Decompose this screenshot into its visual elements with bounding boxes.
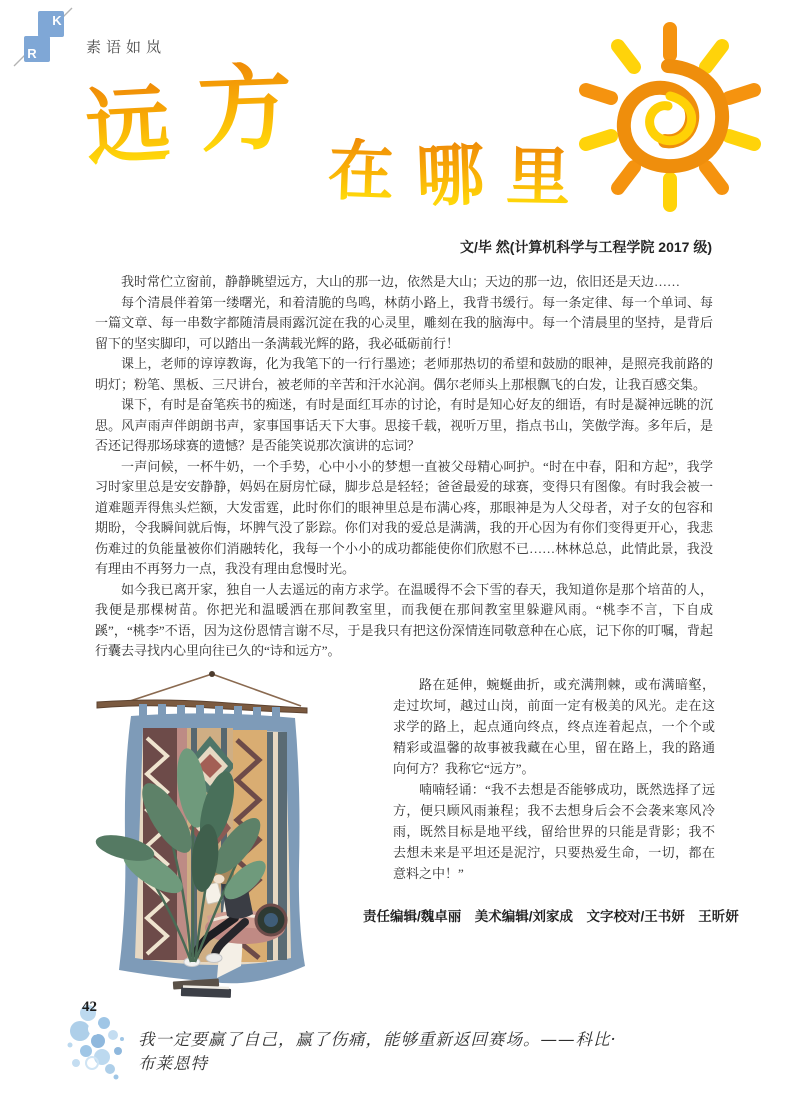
title-char-li: 里: [505, 139, 571, 216]
article-paragraph: 路在延伸，蜿蜒曲折，或充满荆棘，或布满暗壑，走过坎坷，越过山岗，前面一定有极美的风光。走在这求学的路上，起点通向终点，终点连着起点，一个个或精彩或温馨的故事被我藏在心里，留在路上，我的路通向何方？我称它“远方”。: [393, 677, 715, 776]
footer-quote: 我一定要赢了自己，赢了伤痛，能够重新返回赛场。——科比·布莱恩特: [138, 1030, 617, 1073]
page-number: 42: [82, 999, 97, 1015]
article-paragraph: 一声问候，一杯牛奶，一个手势，心中小小的梦想一直被父母精心呵护。“时在中春，阳和方起”，我学习时家里总是安安静静，妈妈在厨房忙碌，脚步总是轻轻；爸爸最爱的球赛，变得只有图像。有时我会被一道难题弄得焦头烂额，大发雷霆，此时你们的眼神里总是布满心疼，那眼神是为人父母者，对子女的包容和期盼，令我瞬间就后悔，坏脾气没了影踪。你们对我的爱总是满满，我的开心因为有你们变得更开心，我悲伤难过的负能量被你们消融转化，我每一个小小的成功都能使你们欣慰不已……林林总总，此情此景，我没有理由不再努力一点，我没有理由怠慢时光。: [95, 458, 713, 576]
byline: 文/毕 然(计算机科学与工程学院 2017 级): [459, 239, 712, 255]
title-char-yuan: 远: [83, 73, 173, 178]
editor-credits: 责任编辑/魏卓丽 美术编辑/刘家成 文字校对/王书妍 王昕妍: [363, 909, 739, 924]
sun-icon: [552, 22, 784, 230]
right-text-column: [393, 666, 715, 1018]
article-paragraph: 如今我已离开家，独自一人去遥远的南方求学。在温暖得不会下雪的春天，我知道你是那个培苗的人，我便是那棵树苗。你把光和温暖洒在那间教室里，而我便在那间教室里躲避风雨。“桃李不言，下自成蹊”，“桃李”不语，因为这份恩情言谢不尽，于是我只有把这份深情连同敬意种在心底，记下你的叮嘱，背起行囊去寻找内心里向往已久的“诗和远方”。: [95, 581, 713, 658]
article-paragraph: 喃喃轻诵：“我不去想是否能够成功，既然选择了远方，便只顾风雨兼程；我不去想身后会不会袭来寒风冷雨，既然目标是地平线，留给世界的只能是背影；我不去想未来是平坦还是泥泞，只要热爱生命，一切，都在意料之中！”: [393, 782, 715, 881]
tapestry-scene: [95, 666, 387, 1018]
bubbles-icon: [58, 993, 144, 1085]
title-char-fang: 方: [196, 52, 294, 166]
article-paragraph: 每个清晨伴着第一缕曙光，和着清脆的鸟鸣，林荫小路上，我背书缓行。每一条定律、每一个单词、每一篇文章、每一串数字都随清晨雨露沉淀在我的心灵里，雕刻在我的脑海中。每一个清晨里的坚持，是背后留下的坚实脚印，可以踏出一条满载光辉的路，我必砥砺前行！: [95, 294, 713, 351]
sun-illustration: [552, 22, 784, 230]
article-body: [95, 272, 713, 662]
title-char-na: 哪: [414, 134, 486, 218]
kr-logo-icon: [12, 6, 92, 70]
article-paragraph: 课上，老师的谆谆教诲，化为我笔下的一行行墨迹；老师那热切的希望和鼓励的眼神，是照亮我前路的明灯；粉笔、黑板、三尺讲台，被老师的辛苦和汗水沁润。偶尔老师头上那根飘飞的白发，让我百感交集。: [95, 356, 713, 392]
logo-letter-r: R: [27, 46, 37, 61]
column-name: 素语如岚: [86, 38, 167, 56]
logo-letter-k: K: [52, 13, 62, 28]
article-paragraph: 课下，有时是奋笔疾书的痴迷，有时是面红耳赤的讨论，有时是知心好友的细语，有时是凝神远眺的沉思。风声雨声伴朗朗书声，家事国事话天下大事。思接千载，视听万里，指点书山，笑傲学海。多年后，是否还记得那场球赛的遗憾？是否能笑说那次演讲的忘词？: [95, 397, 713, 453]
article-paragraph: 我时常伫立窗前，静静眺望远方，大山的那一边，依然是大山；天边的那一边，依旧还是天边……: [121, 274, 681, 289]
two-column-section: [95, 666, 739, 1018]
tapestry-illustration: [95, 666, 387, 1018]
page-number-badge: [58, 993, 144, 1085]
title-char-zai: 在: [326, 130, 396, 212]
basket: [256, 905, 286, 935]
